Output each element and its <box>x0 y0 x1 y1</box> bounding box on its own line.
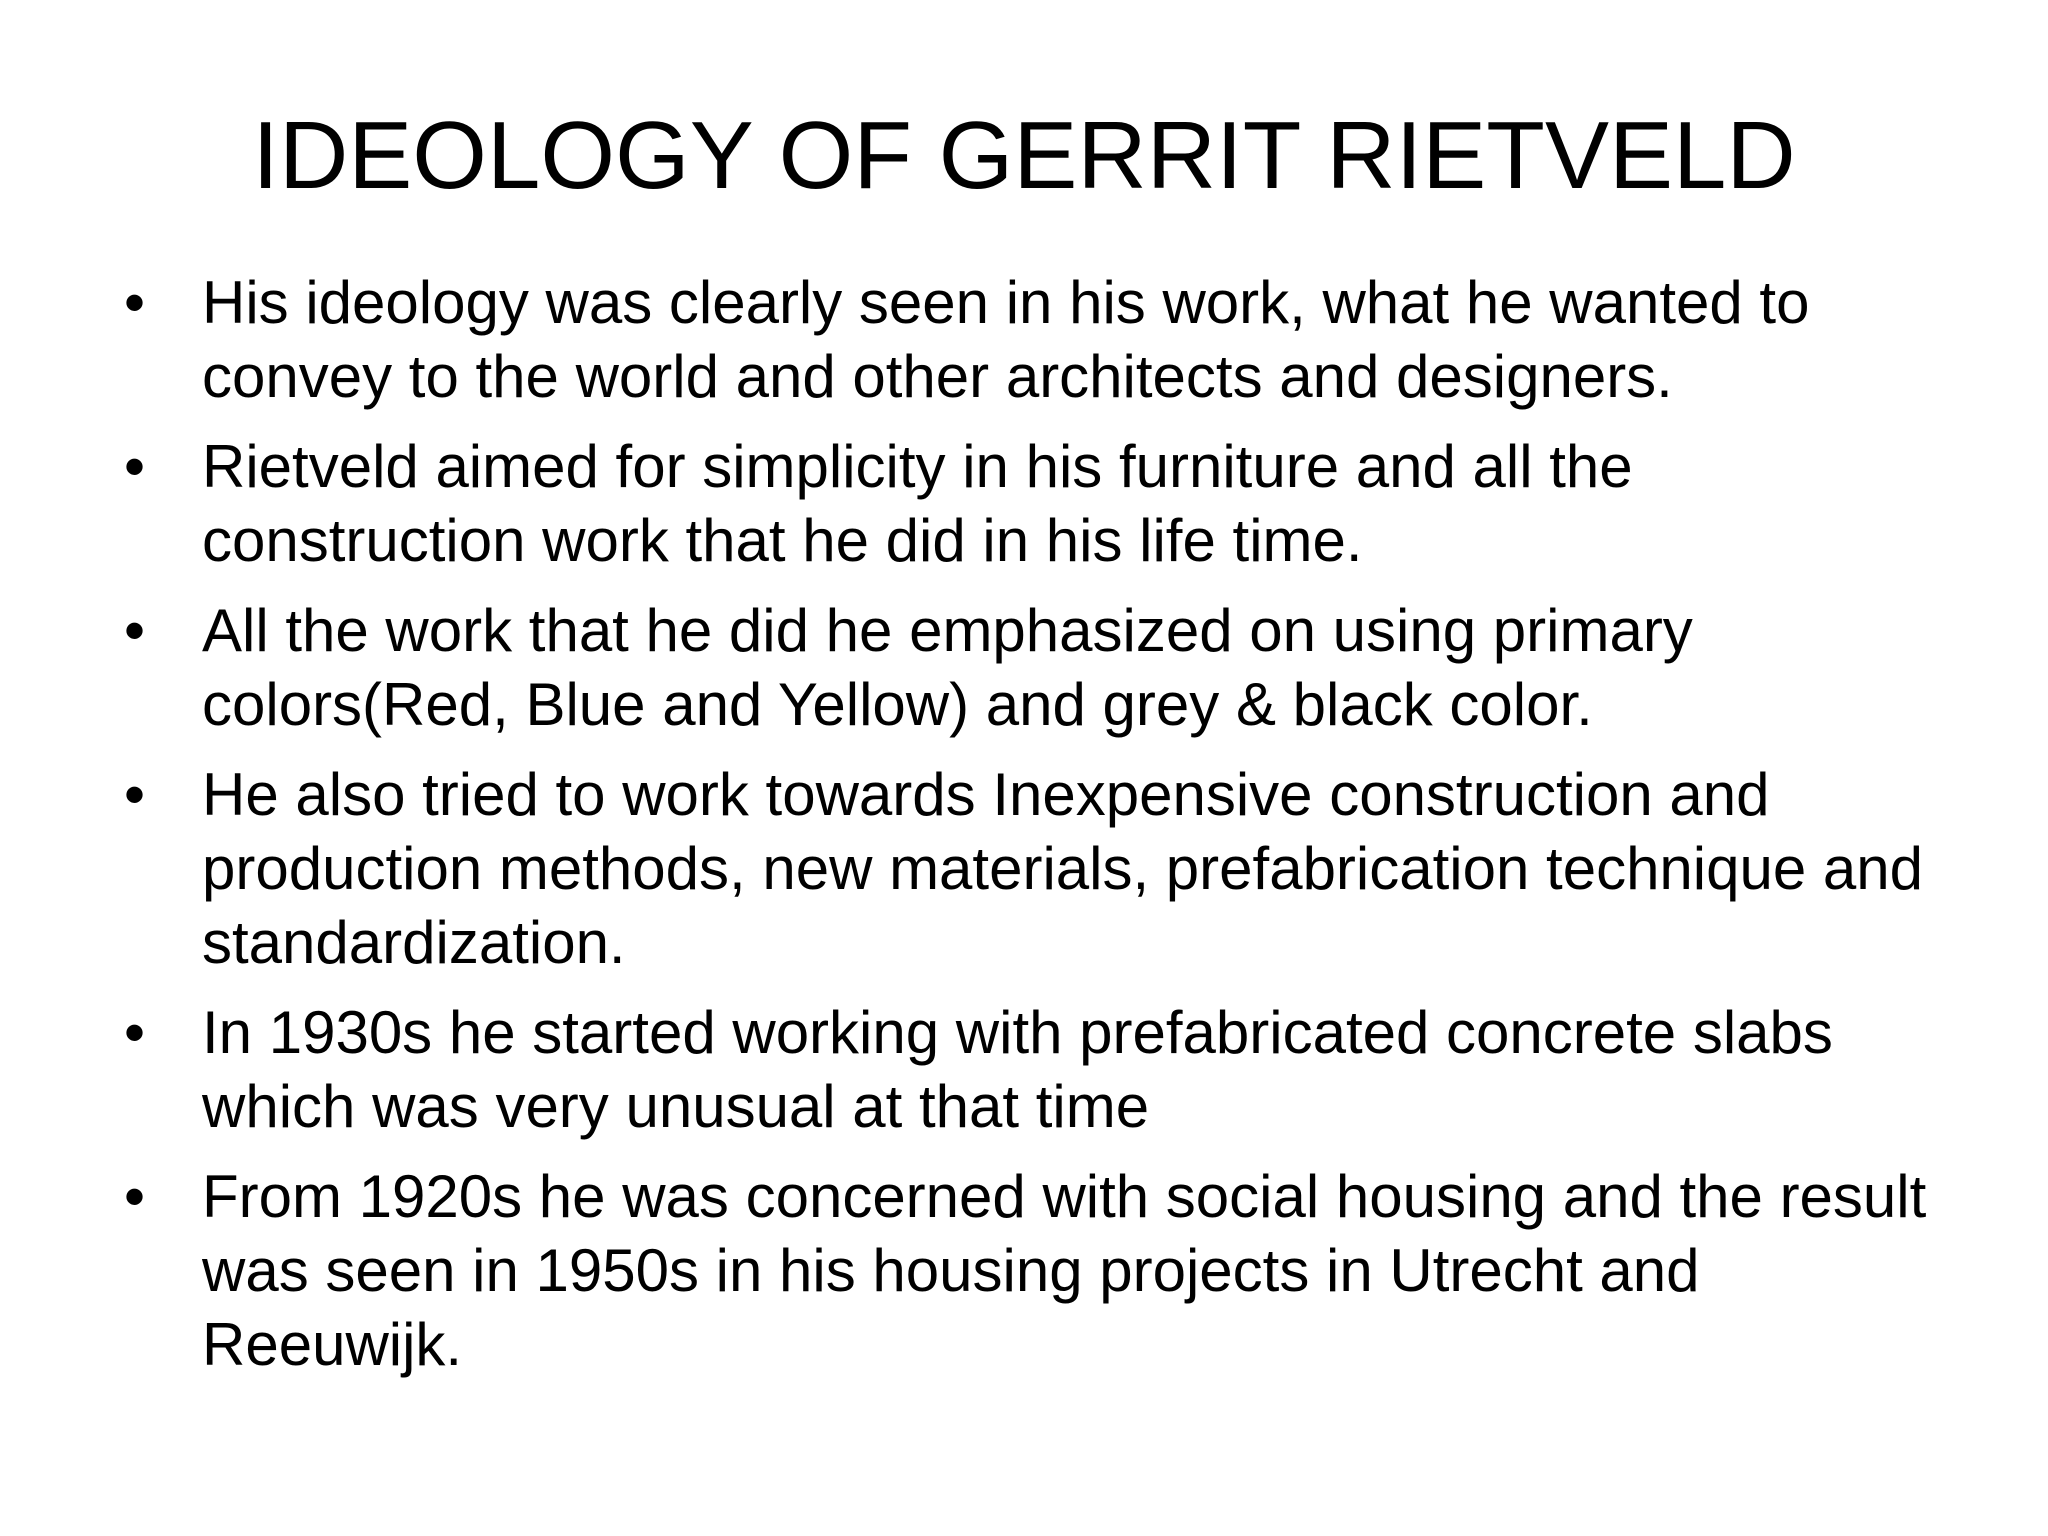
bullet-icon: • <box>124 1163 146 1230</box>
bullet-icon: • <box>124 761 146 828</box>
bullet-item <box>124 430 1954 578</box>
bullet-text: From 1920s he was concerned with social housing and the result was seen in 1950s in his housing projects in Utrecht and Reeuwijk. <box>202 1163 1927 1378</box>
bullet-item <box>124 266 1954 414</box>
bullet-icon: • <box>124 433 146 500</box>
bullet-text: He also tried to work towards Inexpensive construction and production methods, new materials, prefabrication technique and standardization. <box>202 761 1924 976</box>
bullet-icon: • <box>124 999 146 1066</box>
bullet-list <box>124 266 1954 1398</box>
bullet-text: Rietveld aimed for simplicity in his furniture and all the construction work that he did in his life time. <box>202 433 1633 574</box>
slide-title: IDEOLOGY OF GERRIT RIETVELD <box>252 102 1796 209</box>
bullet-item <box>124 996 1954 1144</box>
bullet-icon: • <box>124 269 146 336</box>
bullet-text: All the work that he did he emphasized on using primary colors(Red, Blue and Yellow) and grey & black color. <box>202 597 1693 738</box>
bullet-item <box>124 1160 1954 1382</box>
bullet-text: In 1930s he started working with prefabricated concrete slabs which was very unusual at that time <box>202 999 1833 1140</box>
bullet-item <box>124 758 1954 980</box>
bullet-icon: • <box>124 597 146 664</box>
bullet-text: His ideology was clearly seen in his work, what he wanted to convey to the world and other architects and designers. <box>202 269 1810 410</box>
bullet-item <box>124 594 1954 742</box>
